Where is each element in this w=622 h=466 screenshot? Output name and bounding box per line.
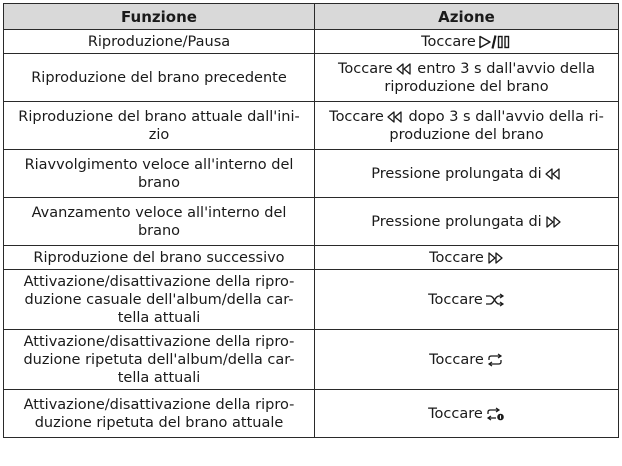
table-row — [4, 330, 619, 390]
azione-post: dopo 3 s dall'avvio della ri- produzione del brano — [389, 108, 604, 143]
cell-azione — [315, 198, 619, 246]
azione-pre: Pressione prolungata di — [371, 165, 542, 182]
table-row — [4, 54, 619, 102]
repeat-icon — [486, 353, 504, 367]
rewind-icon — [544, 168, 562, 180]
azione-pre: Toccare — [429, 351, 484, 368]
table-row — [4, 150, 619, 198]
cell-funzione: Riproduzione/Pausa — [4, 30, 315, 54]
header-funzione: Funzione — [4, 4, 315, 30]
cell-funzione: Attivazione/disattivazione della ripro- duzione casuale dell'album/della car- tella attuali — [4, 270, 315, 330]
table-header-row — [4, 4, 619, 30]
header-azione: Azione — [315, 4, 619, 30]
azione-pre: Toccare — [428, 291, 483, 308]
azione-pre: Toccare — [338, 60, 393, 77]
table-row — [4, 198, 619, 246]
function-action-table — [3, 3, 619, 438]
cell-funzione: Attivazione/disattivazione della ripro- duzione ripetuta del brano attuale — [4, 390, 315, 438]
shuffle-icon — [485, 293, 505, 307]
azione-pre: Pressione prolungata di — [371, 213, 542, 230]
cell-funzione: Riavvolgimento veloce all'interno del brano — [4, 150, 315, 198]
play-pause-icon — [478, 35, 512, 49]
repeat-one-icon — [485, 407, 505, 421]
cell-azione — [315, 246, 619, 270]
azione-pre: Toccare — [429, 249, 484, 266]
cell-funzione: Riproduzione del brano precedente — [4, 54, 315, 102]
azione-pre: Toccare — [329, 108, 384, 125]
fast-forward-icon — [544, 216, 562, 228]
cell-azione — [315, 390, 619, 438]
rewind-icon — [395, 63, 413, 75]
azione-pre: Toccare — [428, 405, 483, 422]
cell-funzione: Avanzamento veloce all'interno del brano — [4, 198, 315, 246]
fast-forward-icon — [486, 252, 504, 264]
rewind-icon — [386, 111, 404, 123]
table-row — [4, 246, 619, 270]
table-row — [4, 102, 619, 150]
cell-azione — [315, 54, 619, 102]
cell-azione — [315, 150, 619, 198]
cell-funzione: Attivazione/disattivazione della ripro- duzione ripetuta dell'album/della car- tella attuali — [4, 330, 315, 390]
azione-pre: Toccare — [421, 33, 476, 50]
table-row — [4, 390, 619, 438]
cell-azione — [315, 330, 619, 390]
cell-azione — [315, 30, 619, 54]
table-row — [4, 270, 619, 330]
cell-funzione: Riproduzione del brano attuale dall'ini- zio — [4, 102, 315, 150]
cell-azione — [315, 270, 619, 330]
cell-funzione: Riproduzione del brano successivo — [4, 246, 315, 270]
table-row — [4, 30, 619, 54]
azione-post: entro 3 s dall'avvio della riproduzione del brano — [384, 60, 595, 95]
cell-azione — [315, 102, 619, 150]
